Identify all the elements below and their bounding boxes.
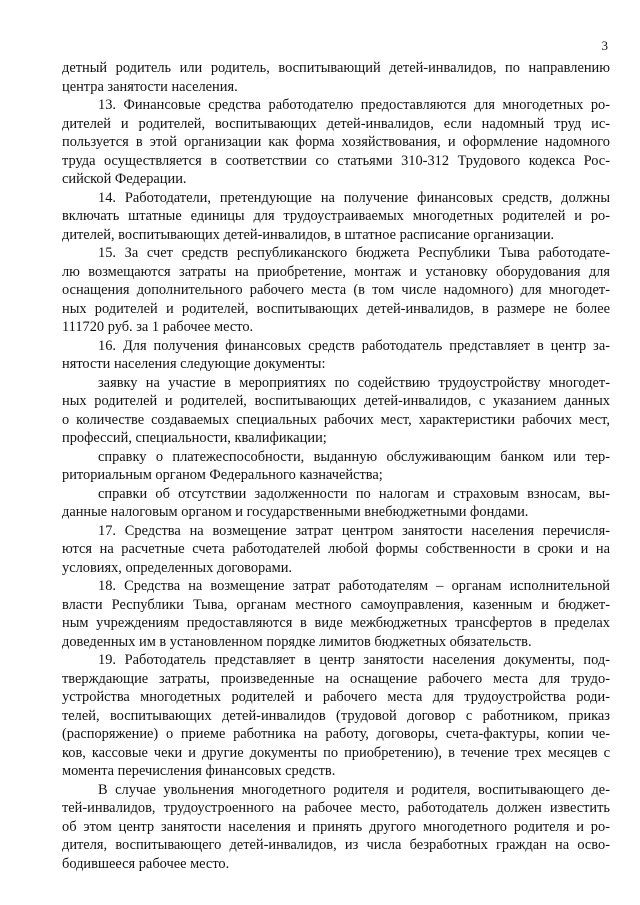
text-line: справку о платежеспособности, выданную обслуживающим банком или тер- — [98, 448, 610, 465]
text-line: лю возмещаются затраты на приобретение, монтаж и установку оборудования для — [62, 263, 610, 280]
text-line: о количестве создаваемых специальных рабочих мест, характеристики рабочих мест, — [62, 411, 610, 428]
text-line: 16. Для получения финансовых средств работодатель представляет в центр за- — [98, 337, 610, 354]
text-line: справки об отсутствии задолженности по налогам и страховым взносам, вы- — [98, 485, 610, 502]
text-line: данные налоговым органом и государственными внебюджетными фондами. — [62, 504, 529, 520]
text-line: 18. Средства на возмещение затрат работодателям – органам исполнительной — [98, 578, 610, 594]
text-line: устройства многодетных родителей и рабочего места для трудоустройства роди- — [62, 689, 610, 705]
text-line: ков, кассовые чеки и другие документы по приобретению), в течение трех месяцев с — [62, 744, 610, 761]
text-line: тей-инвалидов, трудоустроенного на рабочее место, работодатель должен известить — [62, 800, 610, 816]
text-line: В случае увольнения многодетного родителя и родителя, воспитывающего де- — [98, 781, 610, 798]
text-line: труда осуществляется в соответствии со статьями 310-312 Трудового кодекса Рос- — [62, 152, 610, 169]
text-line: условиях, определенных договорами. — [62, 559, 293, 576]
text-line: тверждающие затраты, произведенные на оснащение рабочего места для трудо- — [62, 670, 610, 687]
text-line: детный родитель или родитель, воспитывающий детей-инвалидов, по направлению — [62, 60, 610, 76]
text-line: оснащения дополнительного рабочего места (в том числе надомного) для многодет- — [62, 282, 610, 298]
text-line: включать штатные единицы для трудоустраиваемых многодетных родителей и ро- — [62, 208, 610, 224]
text-line: 19. Работодатель представляет в центр занятости населения документы, под- — [98, 652, 610, 668]
text-line: ных родителей и родителей, воспитывающих детей-инвалидов, в размере не более — [62, 300, 610, 317]
text-line: 13. Финансовые средства работодателю предоставляются для многодетных ро- — [98, 97, 610, 113]
text-line: момента перечисления финансовых средств. — [62, 763, 336, 779]
text-line: дителей и родителей, воспитывающих детей-инвалидов, если надомный труд ис- — [62, 115, 610, 132]
page-number: 3 — [601, 38, 608, 53]
document-body — [62, 59, 610, 873]
text-line: (распоряжение) о приеме работника на работу, договоры, счета-фактуры, копии че- — [62, 726, 610, 742]
text-line: 111720 руб. за 1 рабочее место. — [62, 319, 254, 335]
text-line: дителя, воспитывающего детей-инвалидов, из числа безработных граждан на осво- — [62, 837, 610, 853]
text-line: ются на расчетные счета работодателей любой формы собственности в сроки и на — [62, 541, 610, 557]
text-line: профессий, специальности, квалификации; — [62, 430, 327, 446]
text-line: власти Республики Тыва, органам местного самоуправления, казенным и бюджет- — [62, 596, 610, 613]
text-line: 14. Работодатели, претендующие на получение финансовых средств, должны — [98, 189, 610, 206]
text-line: доведенных им в установленном порядке лимитов бюджетных обязательств. — [62, 633, 532, 650]
text-line: об этом центр занятости населения и принять другого многодетного родителя и ро- — [62, 818, 610, 835]
text-line: телей, воспитывающих детей-инвалидов (трудовой договор с работником, приказ — [62, 707, 610, 724]
text-line: заявку на участие в мероприятиях по содействию трудоустройству многодет- — [98, 374, 610, 391]
text-line: риториальным органом Федерального казначейства; — [62, 467, 383, 483]
text-line: 15. За счет средств республиканского бюджета Республики Тыва работодате- — [98, 245, 610, 261]
text-line: дителей, воспитывающих детей-инвалидов, в штатное расписание организации. — [62, 226, 555, 243]
text-line: нятости населения следующие документы: — [62, 356, 326, 372]
text-line: сийской Федерации. — [62, 171, 187, 187]
text-line: центра занятости населения. — [62, 78, 238, 95]
text-line: бодившееся рабочее место. — [62, 855, 230, 872]
text-line: ных родителей и родителей, воспитывающих детей-инвалидов, с указанием данных — [62, 393, 610, 409]
text-line: пользуется в этой организации как форма хозяйствования, и оформление надомного — [62, 134, 610, 150]
text-line: ным учреждениям предоставляются в виде межбюджетных трансфертов в пределах — [62, 615, 610, 631]
text-line: 17. Средства на возмещение затрат центром занятости населения перечисля- — [98, 522, 610, 539]
